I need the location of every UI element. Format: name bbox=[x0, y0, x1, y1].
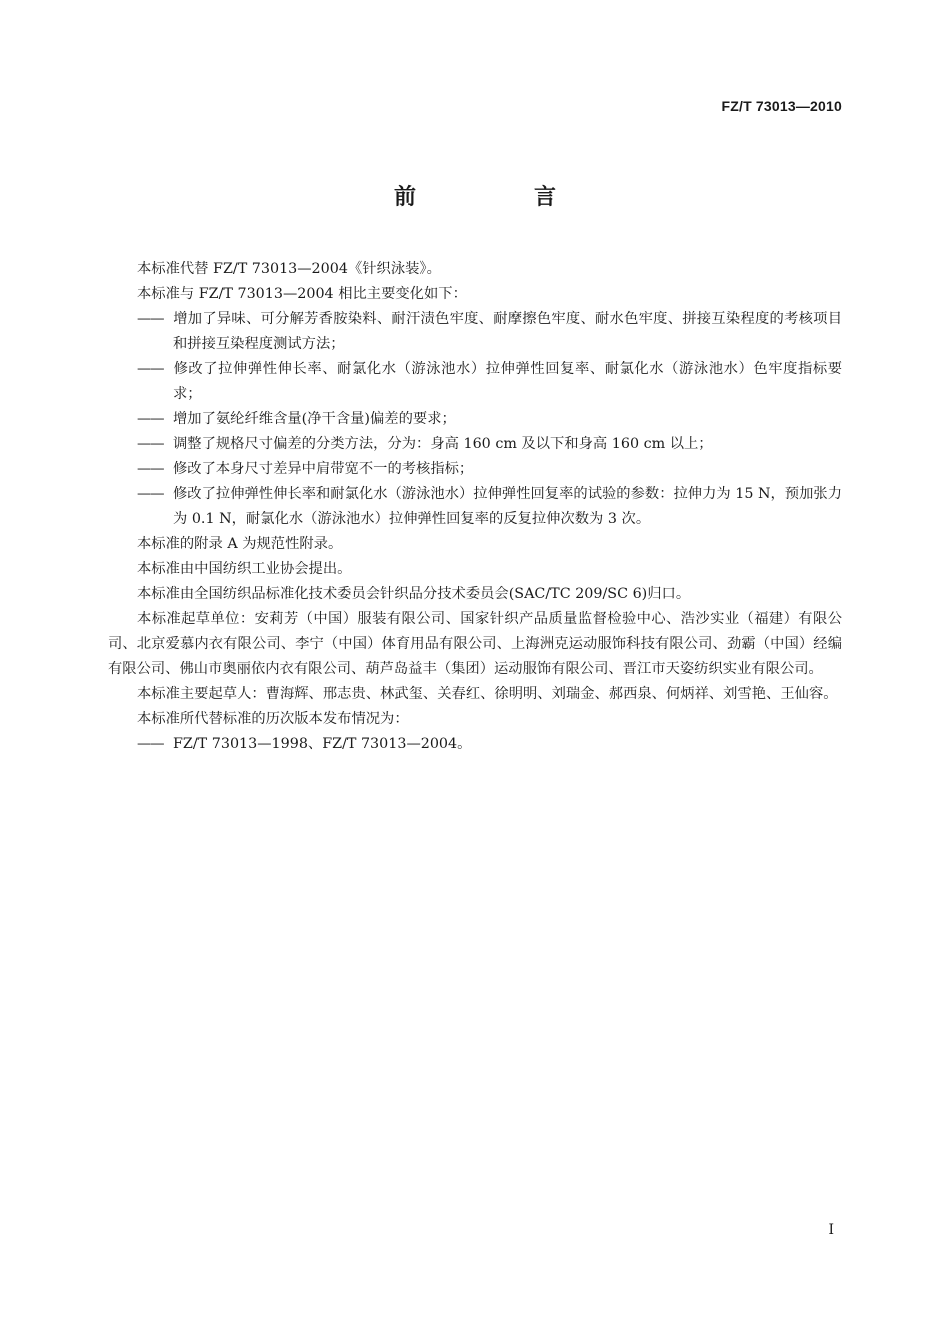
change-item-text: 增加了异味、可分解芳香胺染料、耐汗渍色牢度、耐摩擦色牢度、耐水色牢度、拼接互染程度的考核项目和拼接互染程度测试方法； bbox=[173, 311, 842, 352]
change-item bbox=[108, 432, 842, 457]
change-item-text: 修改了拉伸弹性伸长率、耐氯化水（游泳池水）拉伸弹性回复率、耐氯化水（游泳池水）色牢度指标要求； bbox=[173, 361, 842, 402]
paragraph-history-intro: 本标准所代替标准的历次版本发布情况为： bbox=[137, 711, 409, 727]
standard-code: FZ/T 73013—2010 bbox=[721, 98, 842, 114]
dash-mark: —— bbox=[137, 361, 164, 377]
change-item bbox=[108, 482, 842, 532]
foreword-body bbox=[108, 257, 842, 757]
change-item bbox=[108, 307, 842, 357]
change-item-text: 增加了氨纶纤维含量(净干含量)偏差的要求； bbox=[173, 411, 456, 427]
dash-mark: —— bbox=[137, 411, 164, 427]
change-item bbox=[108, 457, 842, 482]
paragraph-proposer: 本标准由中国纺织工业协会提出。 bbox=[137, 561, 352, 577]
paragraph-committee: 本标准由全国纺织品标准化技术委员会针织品分技术委员会(SAC/TC 209/SC 6)归口。 bbox=[137, 586, 691, 602]
dash-mark: —— bbox=[137, 736, 164, 752]
dash-mark: —— bbox=[137, 311, 164, 327]
history-item-text: FZ/T 73013—1998、FZ/T 73013—2004。 bbox=[173, 736, 472, 752]
paragraph-drafting-units: 本标准起草单位：安莉芳（中国）服装有限公司、国家针织产品质量监督检验中心、浩沙实业（福建）有限公司、北京爱慕内衣有限公司、李宁（中国）体育用品有限公司、上海洲克运动服饰科技有限公司、劲霸（中国）经编有限公司、佛山市奥丽依内衣有限公司、葫芦岛益丰（集团）运动服饰有限公司、晋江市天姿纺织实业有限公司。 bbox=[108, 611, 842, 677]
change-item-text: 调整了规格尺寸偏差的分类方法，分为：身高 160 cm 及以下和身高 160 cm 以上； bbox=[173, 436, 713, 452]
page-title: 前 言 bbox=[393, 185, 604, 210]
history-item bbox=[108, 732, 842, 757]
paragraph-drafters: 本标准主要起草人：曹海辉、邢志贵、林武玺、关春红、徐明明、刘瑞金、郝西泉、何炳祥、刘雪艳、王仙容。 bbox=[137, 686, 838, 702]
dash-mark: —— bbox=[137, 486, 164, 502]
dash-mark: —— bbox=[137, 436, 164, 452]
change-item bbox=[108, 407, 842, 432]
dash-mark: —— bbox=[137, 461, 164, 477]
change-item-text: 修改了拉伸弹性伸长率和耐氯化水（游泳池水）拉伸弹性回复率的试验的参数：拉伸力为 15 N，预加张力为 0.1 N，耐氯化水（游泳池水）拉伸弹性回复率的反复拉伸次数为 3 次。 bbox=[173, 486, 842, 527]
paragraph-appendix: 本标准的附录 A 为规范性附录。 bbox=[137, 536, 343, 552]
change-item-text: 修改了本身尺寸差异中肩带宽不一的考核指标； bbox=[173, 461, 474, 477]
change-item bbox=[108, 357, 842, 407]
page-number: I bbox=[828, 1222, 834, 1238]
paragraph-changes-intro: 本标准与 FZ/T 73013—2004 相比主要变化如下： bbox=[137, 286, 467, 302]
paragraph-replaces: 本标准代替 FZ/T 73013—2004《针织泳装》。 bbox=[137, 261, 441, 277]
